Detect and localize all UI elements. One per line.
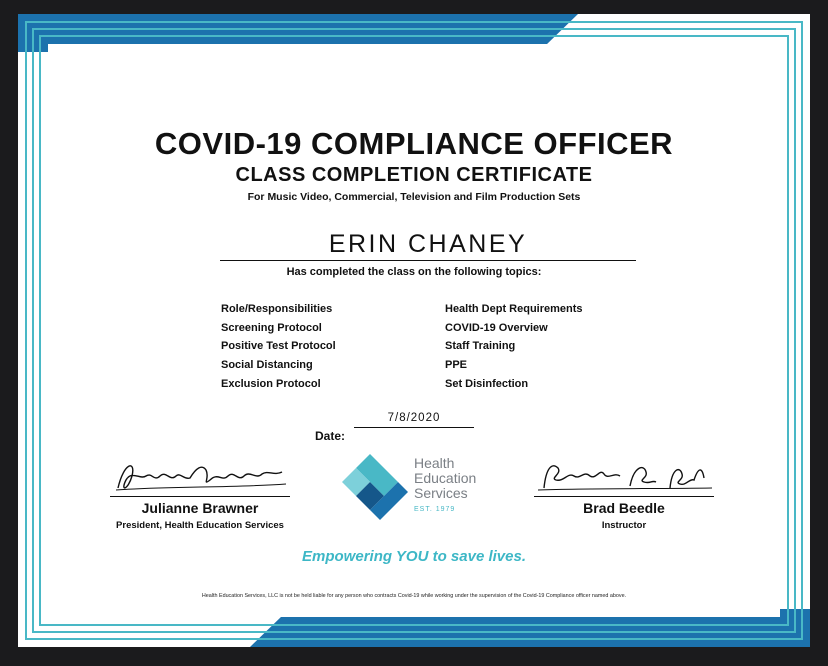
completion-statement: Has completed the class on the following topics: — [286, 266, 542, 278]
signature-block-president — [110, 458, 290, 531]
topic-item: PPE — [445, 359, 468, 372]
topic-item: Staff Training — [445, 340, 516, 353]
date-label: Date: — [315, 429, 346, 443]
signature-line — [534, 496, 714, 497]
topic-item: Role/Responsibilities — [221, 303, 333, 315]
topic-item: Set Disinfection — [445, 377, 529, 390]
topic-item: Positive Test Protocol — [221, 340, 336, 353]
hes-logo-mark-icon — [340, 452, 410, 522]
disclaimer: Health Education Services, LLC is not be held liable for any person who contracts Covid-19 while working under the supervision of the Covid-19 Compliance officer named above. — [201, 593, 627, 599]
topic-item: Screening Protocol — [221, 321, 322, 334]
signature-line — [110, 496, 290, 497]
topic-item: COVID-19 Overview — [445, 321, 548, 334]
signatory-name: Julianne Brawner — [141, 500, 259, 516]
certificate-subtitle: CLASS COMPLETION CERTIFICATE — [235, 164, 593, 186]
logo-established: EST. 1979 — [414, 506, 456, 513]
logo-line: Services — [414, 485, 468, 501]
signature-block-instructor — [534, 458, 714, 531]
logo-line: Education — [414, 470, 477, 486]
logo-line: Health — [414, 455, 455, 471]
signature-julianne-icon — [110, 458, 290, 496]
topics-right-column — [445, 300, 583, 393]
signatory-role: President, Health Education Services — [116, 520, 284, 531]
signatory-name: Brad Beedle — [583, 500, 665, 516]
recipient-name: ERIN CHANEY — [220, 230, 636, 261]
certificate-title: COVID-19 COMPLIANCE OFFICER — [154, 126, 674, 161]
signature-brad-icon — [534, 458, 714, 496]
certificate-body — [48, 44, 780, 617]
logo-text — [414, 456, 476, 501]
topic-item: Social Distancing — [221, 359, 313, 372]
date-value: 7/8/2020 — [354, 410, 474, 428]
production-note: For Music Video, Commercial, Television and Film Production Sets — [247, 191, 581, 203]
certificate — [18, 14, 810, 647]
signatory-role: Instructor — [601, 520, 647, 531]
topic-item: Health Dept Requirements — [445, 303, 583, 315]
topics-left-column — [221, 300, 336, 393]
topic-item: Exclusion Protocol — [221, 377, 321, 390]
health-education-services-logo — [340, 448, 500, 528]
tagline: Empowering YOU to save lives. — [302, 548, 526, 565]
